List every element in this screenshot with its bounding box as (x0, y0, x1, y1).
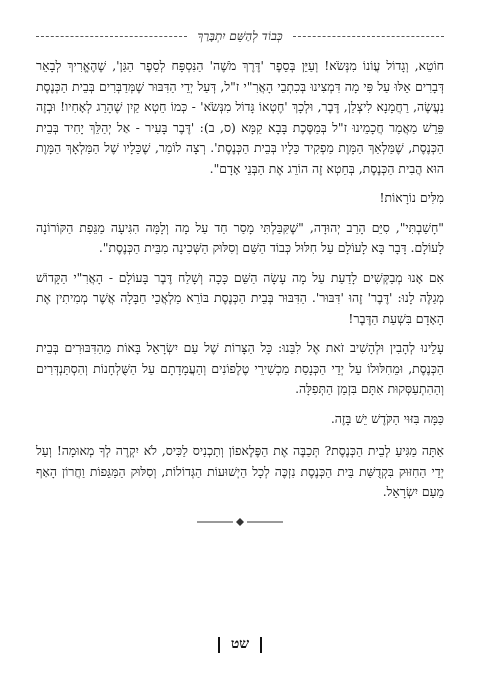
header-title: כְּבוֹד לְהַשֵּׁם יִתְבָּרַךְ (197, 28, 283, 43)
paragraph-2: מִלִּים נוֹרָאוֹת! (379, 190, 444, 205)
page-number-label: שט (230, 636, 250, 652)
page-number-bar-left (218, 637, 220, 653)
paragraph-3: "חָשַׁבְתִּי", סִיֵּם הָרַב יְהוּדָה, "שֶׁקִּבַּלְתִּי מָסַר חַד עַל מָה וְלָמָּה הִגִּיעָה מַגֵּפַת הַקּוֹרוֹנָה לָעוֹלָם. דָּבָר בָּא לָעוֹלָם עַל חִלּוּל כְּבוֹד הַשֵּׁם וְסִלּוּק הַשְּׁכִינָה מִבֵּית הַכְּנֶסֶת". (36, 219, 444, 255)
running-header (36, 26, 444, 46)
paragraph-5: עָלֵינוּ לְהָבִין וּלְהָשִׁיב זֹאת אֶל לִבֵּנוּ: כָּל הַצָּרוֹת שֶׁל עַם יִשְׂרָאֵל בָּאוֹת מֵהַדִּבּוּרִים בְּבֵית הַכְּנֶסֶת, וּמֵחִלּוּלוֹ עַל יְדֵי הַכְּנָסַת מַכְשִׁירֵי טֶלֶפוֹנִים וְהַעֲמָדָתָם עַל הַשֻּׁלְחָנוֹת וְהִסְתַּנְדְּרִים וְהַהִתְעַסְּקוּת אִתָּם בִּזְמַן הַתְּפִלָּה. (36, 340, 444, 396)
page-number-bar-right (260, 637, 262, 653)
header-rule-left (36, 36, 187, 37)
paragraph-4: אִם אָנוּ מְבַקְּשִׁים לָדַעַת עַל מָה עָשָׂה הַשֵּׁם כָּכָה וְשָׁלַח דֶּבֶר בָּעוֹלָם - הָאֲרִ"י הַקָּדוֹשׁ מְגַלֶּה לָנוּ: 'דֶּבֶר' זֶהוּ 'דִּבּוּר'. הַדִּבּוּר בְּבֵית הַכְּנֶסֶת בּוֹרֵא מַלְאֲכֵי חַבָּלָה אֲשֶׁר מְמִיתִין אֶת הָאָדָם בִּשְׁעַת הַדֶּבֶר! (36, 269, 444, 326)
paragraph-7: אַתָּה מַגִּיעַ לְבֵית הַכְּנֶסֶת? תְּכַבֶּה אֶת הַפֶּלֶאפוֹן וְתַכְנִיס לַכִּיס, לֹא יִקְרֶה לְךָ מְאוּמָה! וְעַל יְדֵי הַחִזּוּק בִּקְדֻשַּׁת בֵּית הַכְּנֶסֶת נִזְכֶּה לְכָל הַיְשׁוּעוֹת הַגְּדוֹלוֹת, וְסִלּוּק הַמַּגֵּפוֹת וַחֲרוֹן הָאַף מֵעַם יִשְׂרָאֵל. (36, 443, 444, 499)
ornament-icon (195, 517, 285, 527)
paragraph-6: כַּמָּה בִּזּוּי הַקֹּדֶשׁ יֵשׁ בָּזֶה. (330, 410, 444, 426)
paragraph-1: חוֹטֵא, וְגָדוֹל עֲוֹנוֹ מִנְּשֹׂא! וְעַיֵּן בְּסֵפֶר 'דֶּרֶךְ מֹשֶׁה' הַנִּסְפָּח לְסֵפֶר הַגַּן', שֶׁהֶאֱרִיךְ לְבָאֵר דְּבָרִים אֵלּוּ עַל פִּי מָה דִּמְצִינוּ בְּכִתְבֵי הָאֲרִ"י ז"ל, דְּעַל יְדֵי הַדִּבּוּר שֶׁמְּדַבְּרִים בְּבֵית הַכְּנֶסֶת נַעֲשֶׂה, רַחֲמָנָא לִיצְלַן, דֶּבֶר, וּלְכָךְ 'חֶטְאוֹ גָּדוֹל מִנְּשֹׂא' - כְּמוֹ חֵטְא קַיִן שֶׁהָרַג לְאָחִיו! וּבְזֶה פֵּרֵשׁ מַאֲמַר חֲכָמֵינוּ ז"ל בְּמַסֶּכֶת בָּבָא קַמָּא (ס, ב): 'דֶּבֶר בָּעִיר - אַל יְהַלֵּךְ יָחִיד בְּבֵית הַכְּנֶסֶת, שֶׁמַּלְאַךְ הַמָּוֶת מַפְקִיד כֵּלָיו בְּבֵית הַכְּנֶסֶת'. רְצָה לוֹמַר, שֶׁכֵּלָיו שֶׁל הַמַּלְאָךְ הַמָּוֶת הוּא הֲבִית הַכְּנֶסֶת, בְּחֵטְא זֶה הוֹרֵג אֶת הַבְּנֵי אָדָם". (36, 58, 444, 176)
page-number (0, 636, 480, 653)
header-rule-right (293, 36, 444, 37)
section-ornament (36, 517, 444, 527)
